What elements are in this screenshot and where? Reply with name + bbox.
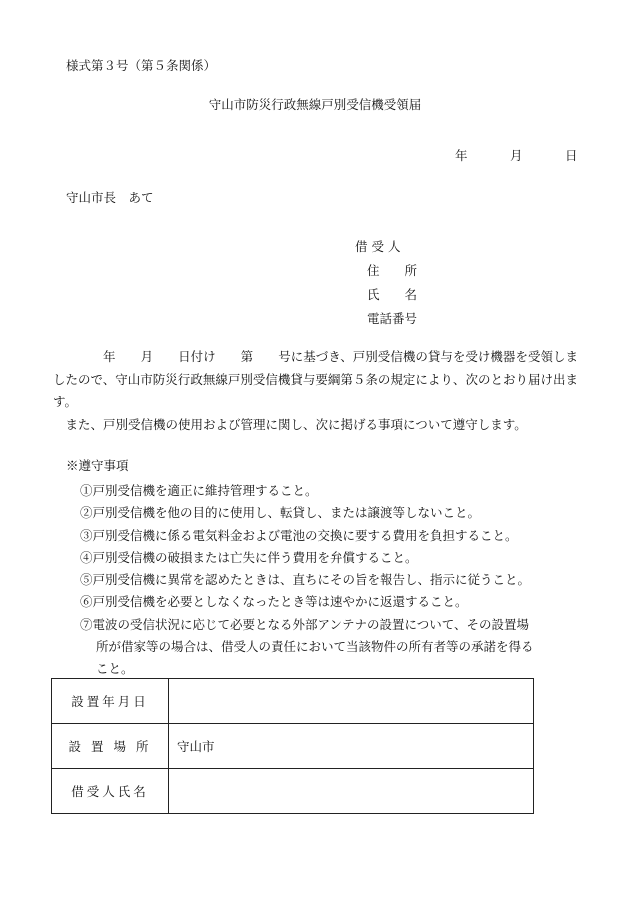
rules-heading: ※遵守事項 xyxy=(66,458,129,473)
date-year-label: 年 xyxy=(455,148,468,163)
install-date-label: 設置年月日 xyxy=(52,679,169,724)
rule-item-continuation: こと。 xyxy=(96,661,134,677)
rule-item: ①戸別受信機を適正に維持管理すること。 xyxy=(80,483,318,498)
borrower-heading: 借 受 人 xyxy=(355,239,401,254)
borrower-block xyxy=(355,235,475,331)
borrower-name-field[interactable] xyxy=(169,769,534,814)
date-day-label: 日 xyxy=(565,148,578,163)
addressee: 守山市長 あて xyxy=(66,190,154,205)
installation-info-table xyxy=(51,678,534,814)
rule-item: ③戸別受信機に係る電気料金および電池の交換に要する費用を負担すること。 xyxy=(80,527,518,543)
body-paragraph xyxy=(53,346,578,436)
document-title: 守山市防災行政無線戸別受信機受領届 xyxy=(208,97,422,112)
borrower-name-label: 借受人氏名 xyxy=(52,769,169,814)
table-row xyxy=(52,769,534,814)
phone-label: 電話番号 xyxy=(367,311,418,326)
rule-item: ⑥戸別受信機を必要としなくなったとき等は速やかに返還すること。 xyxy=(80,594,468,610)
name-label: 氏 名 xyxy=(367,287,418,302)
rule-item: ④戸別受信機の破損または亡失に伴う費用を弁償すること。 xyxy=(80,549,418,565)
rule-item: ②戸別受信機を他の目的に使用し、転貸し、または譲渡等しないこと。 xyxy=(80,505,481,521)
rule-item-continuation: 所が借家等の場合は、借受人の責任において当該物件の所有者等の承諾を得る xyxy=(96,639,534,655)
date-month-label: 月 xyxy=(510,148,523,163)
form-number: 様式第３号（第５条関係） xyxy=(66,58,217,73)
table-row xyxy=(52,724,534,769)
address-label: 住 所 xyxy=(367,263,418,278)
install-date-field[interactable] xyxy=(169,679,534,724)
body-line-1: 年 月 日付け 第 号に基づき、戸別受信機の貸与を受け機器を受領しましたので、守山市防災行政無線戸別受信機貸与要綱第５条の規定により、次のとおり届け出ます。 xyxy=(53,349,578,409)
rules-list xyxy=(80,480,580,681)
install-location-label: 設 置 場 所 xyxy=(52,724,169,769)
table-row xyxy=(52,679,534,724)
rule-item: ⑤戸別受信機に異常を認めたときは、直ちにその旨を報告し、指示に従うこと。 xyxy=(80,572,531,588)
body-line-2: また、戸別受信機の使用および管理に関し、次に掲げる事項について遵守します。 xyxy=(53,416,527,432)
install-location-field[interactable]: 守山市 xyxy=(169,724,534,769)
rule-item: ⑦電波の受信状況に応じて必要となる外部アンテナの設置について、その設置場 xyxy=(80,616,530,632)
